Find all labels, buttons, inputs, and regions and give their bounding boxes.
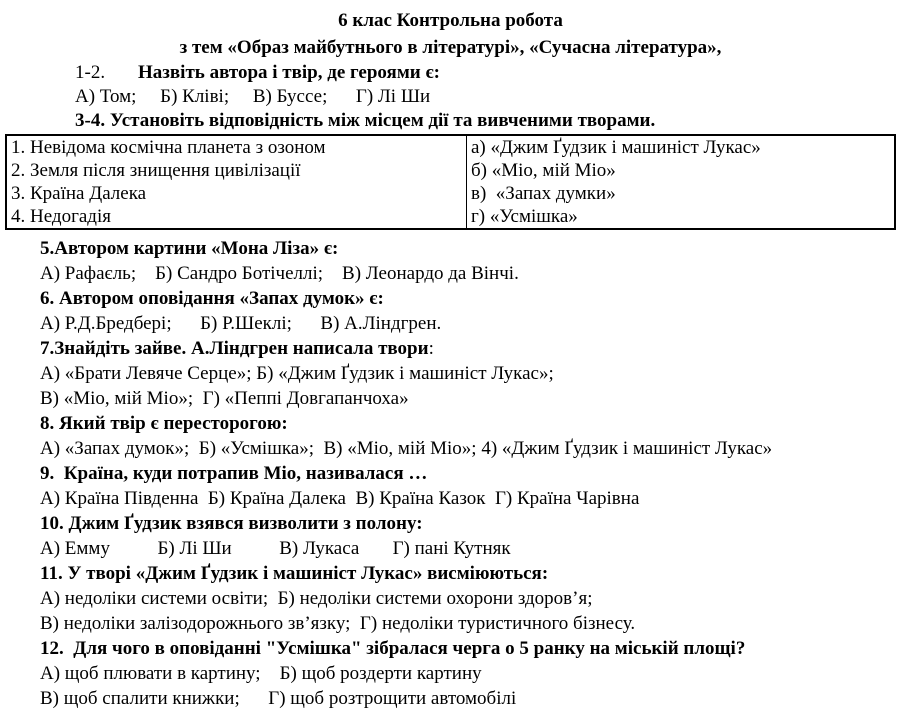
question-11-prompt: 11. У творі «Джим Ґудзик і машиніст Лукас» висміюються: (40, 563, 549, 584)
question-11-options-1: А) недоліки системи освіти; Б) недоліки системи охорони здоров’я; (40, 588, 593, 609)
place-cell: 2. Земля після знищення цивілізації (6, 159, 467, 182)
question-3-4-prompt: 3-4. Установіть відповідність між місцем дії та вивченими творами. (75, 110, 656, 131)
table-row (6, 205, 895, 229)
question-1-2-options: А) Том; Б) Кліві; В) Буссе; Г) Лі Ши (75, 86, 431, 107)
question-7-line (40, 338, 434, 360)
table-row (6, 135, 895, 159)
table-row (6, 182, 895, 205)
question-12-options-1: А) щоб плювати в картину; Б) щоб роздерти картину (40, 663, 482, 684)
question-7-options-1: А) «Брати Левяче Серце»; Б) «Джим Ґудзик і машиніст Лукас»; (40, 363, 554, 384)
question-12-options-2: В) щоб спалити книжки; Г) щоб розтрощити автомобілі (40, 688, 517, 709)
question-6-options: А) Р.Д.Бредбері; Б) Р.Шеклі; В) А.Ліндгрен. (40, 313, 442, 334)
question-7-colon: : (428, 338, 434, 359)
question-8-prompt: 8. Який твір є пересторогою: (40, 413, 288, 434)
question-8-options: А) «Запах думок»; Б) «Усмішка»; В) «Міо, мій Міо»; 4) «Джим Ґудзик і машиніст Лукас» (40, 438, 773, 459)
work-cell: б) «Міо, мій Міо» (471, 160, 616, 181)
place-cell: 3. Країна Далека (6, 182, 467, 205)
question-9-prompt: 9. Країна, куди потрапив Міо, називалася … (40, 463, 428, 484)
question-5-prompt: 5.Автором картини «Мона Ліза» є: (40, 238, 339, 259)
table-row (6, 159, 895, 182)
question-1-2-prompt: Назвіть автора і твір, де героями є: (138, 62, 441, 83)
matching-table (5, 134, 896, 230)
work-cell: г) «Усмішка» (471, 206, 578, 227)
place-cell: 1. Невідома космічна планета з озоном (6, 135, 467, 159)
question-12-prompt: 12. Для чого в оповіданні "Усмішка" зібралася черга о 5 ранку на міській площі? (40, 638, 746, 659)
page-subtitle: з тем «Образ майбутнього в літературі», «Сучасна література», (179, 37, 722, 58)
question-5-options: А) Рафаєль; Б) Сандро Ботічеллі; В) Леонардо да Вінчі. (40, 263, 519, 284)
question-6-prompt: 6. Автором оповідання «Запах думок» є: (40, 288, 384, 309)
question-7-prompt: 7.Знайдіть зайве. А.Ліндгрен написала твори (40, 338, 429, 359)
question-10-options: А) Емму Б) Лі Ши В) Лукаса Г) пані Кутняк (40, 538, 511, 559)
work-cell: в) «Запах думки» (471, 183, 616, 204)
question-11-options-2: В) недоліки залізодорожнього зв’язку; Г) недоліки туристичного бізнесу. (40, 613, 636, 634)
place-cell: 4. Недогадія (6, 205, 467, 229)
question-1-2-number: 1-2. (75, 62, 106, 83)
question-7-options-2: В) «Міо, мій Міо»; Г) «Пеппі Довгапанчоха» (40, 388, 409, 409)
question-9-options: А) Країна Південна Б) Країна Далека В) Країна Казок Г) Країна Чарівна (40, 488, 640, 509)
question-10-prompt: 10. Джим Ґудзик взявся визволити з полону: (40, 513, 423, 534)
page-title: 6 клас Контрольна робота (338, 10, 563, 31)
work-cell: а) «Джим Ґудзик і машиніст Лукас» (471, 137, 761, 158)
